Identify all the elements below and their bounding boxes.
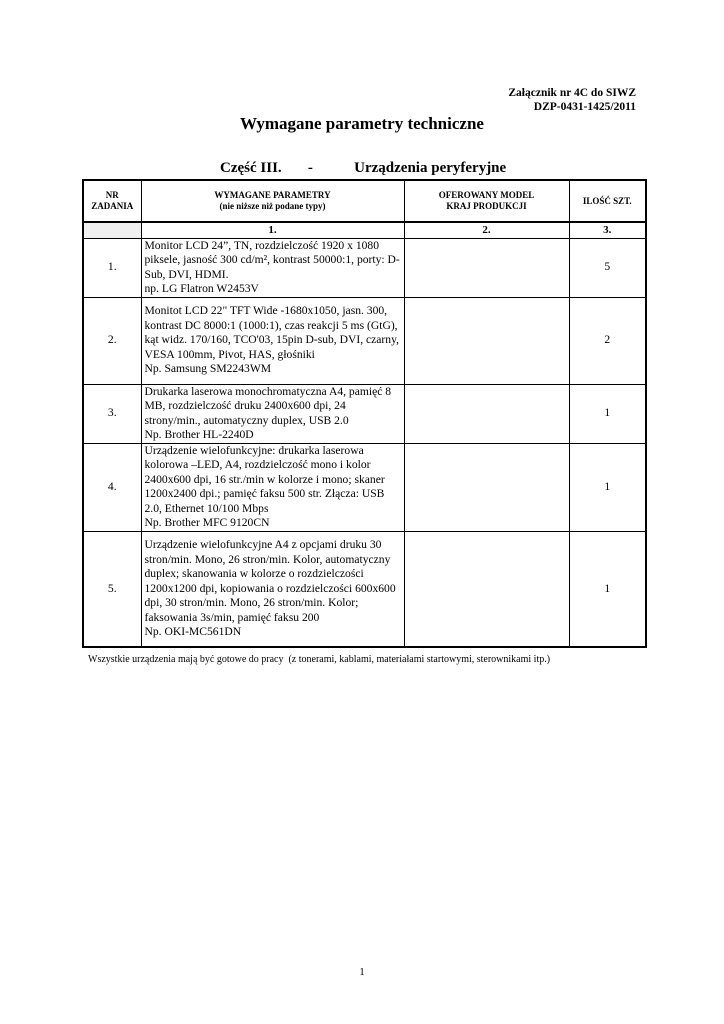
row-model [404,297,569,384]
section-subtitle [220,160,506,177]
row-qty: 1 [569,531,646,647]
col-number-cell: 1. [141,222,404,238]
row-qty: 2 [569,297,646,384]
col-number-cell: 3. [569,222,646,238]
table-row [83,238,646,297]
row-model [404,443,569,531]
part-name: Urządzenia peryferyjne [354,160,507,176]
row-params: Urządzenie wielofunkcyjne A4 z opcjami druku 30 stron/min. Mono, 26 stron/min. Kolor, automatyczny duplex; skanowania w kolorze o rozdzielczości 1200x1200 dpi, kopiowania o rozdzielczości 600x600 dpi, 30 stron/min. Mono, 26 stron/min. Kolor; faksowania 3s/min, pamięć faksu 200 Np. OKI-MC561DN [141,531,404,647]
row-nr: 1. [83,238,141,297]
part-label: Część III. [220,160,282,176]
table-header-row [83,180,646,222]
table-row [83,443,646,531]
header-params: WYMAGANE PARAMETRY (nie niższe niż podane typy) [141,180,404,222]
parameters-table [82,179,647,648]
reference-number: DZP-0431-1425/2011 [533,101,636,113]
row-nr: 2. [83,297,141,384]
header-model: OFEROWANY MODEL KRAJ PRODUKCJI [404,180,569,222]
row-nr: 3. [83,384,141,443]
row-qty: 5 [569,238,646,297]
subtitle-dash: - [307,160,313,176]
page-number: 1 [359,966,365,978]
row-nr: 4. [83,443,141,531]
row-nr: 5. [83,531,141,647]
row-model [404,384,569,443]
table-row [83,531,646,647]
row-params: Drukarka laserowa monochromatyczna A4, pamięć 8 MB, rozdzielczość druku 2400x600 dpi, 24 strony/min., automatyczny duplex, USB 2.0 Np. Brother HL-2240D [141,384,404,443]
row-qty: 1 [569,443,646,531]
row-params: Monitor LCD 24”, TN, rozdzielczość 1920 x 1080 piksele, jasność 300 cd/m², kontrast 50000:1, porty: D-Sub, DVI, HDMI. np. LG Flatron W2453V [141,238,404,297]
table-row [83,384,646,443]
row-params: Urządzenie wielofunkcyjne: drukarka laserowa kolorowa –LED, A4, rozdzielczość mono i kolor 2400x600 dpi, 16 str./min w kolorze i mono; skaner 1200x2400 dpi.; pamięć faksu 500 str. Złącza: USB 2.0, Ethernet 10/100 Mbps Np. Brother MFC 9120CN [141,443,404,531]
document-header [508,86,636,114]
header-nr: NR ZADANIA [83,180,141,222]
row-model [404,238,569,297]
header-qty: ILOŚĆ SZT. [569,180,646,222]
row-qty: 1 [569,384,646,443]
footnote: Wszystkie urządzenia mają być gotowe do pracy (z tonerami, kablami, materiałami startowymi, sterownikami itp.) [88,654,551,665]
row-model [404,531,569,647]
page-title: Wymagane parametry techniczne [240,114,484,133]
col-number-cell [83,222,141,238]
column-number-row [83,222,646,238]
col-number-cell: 2. [404,222,569,238]
attachment-label: Załącznik nr 4C do SIWZ [508,87,636,99]
table-row [83,297,646,384]
row-params: Monitot LCD 22" TFT Wide -1680x1050, jasn. 300, kontrast DC 8000:1 (1000:1), czas reakcji 5 ms (GtG), kąt widz. 170/160, TCO'03, 15pin D-sub, DVI, czarny, VESA 100mm, Pivot, HAS, głośniki Np. Samsung SM2243WM [141,297,404,384]
